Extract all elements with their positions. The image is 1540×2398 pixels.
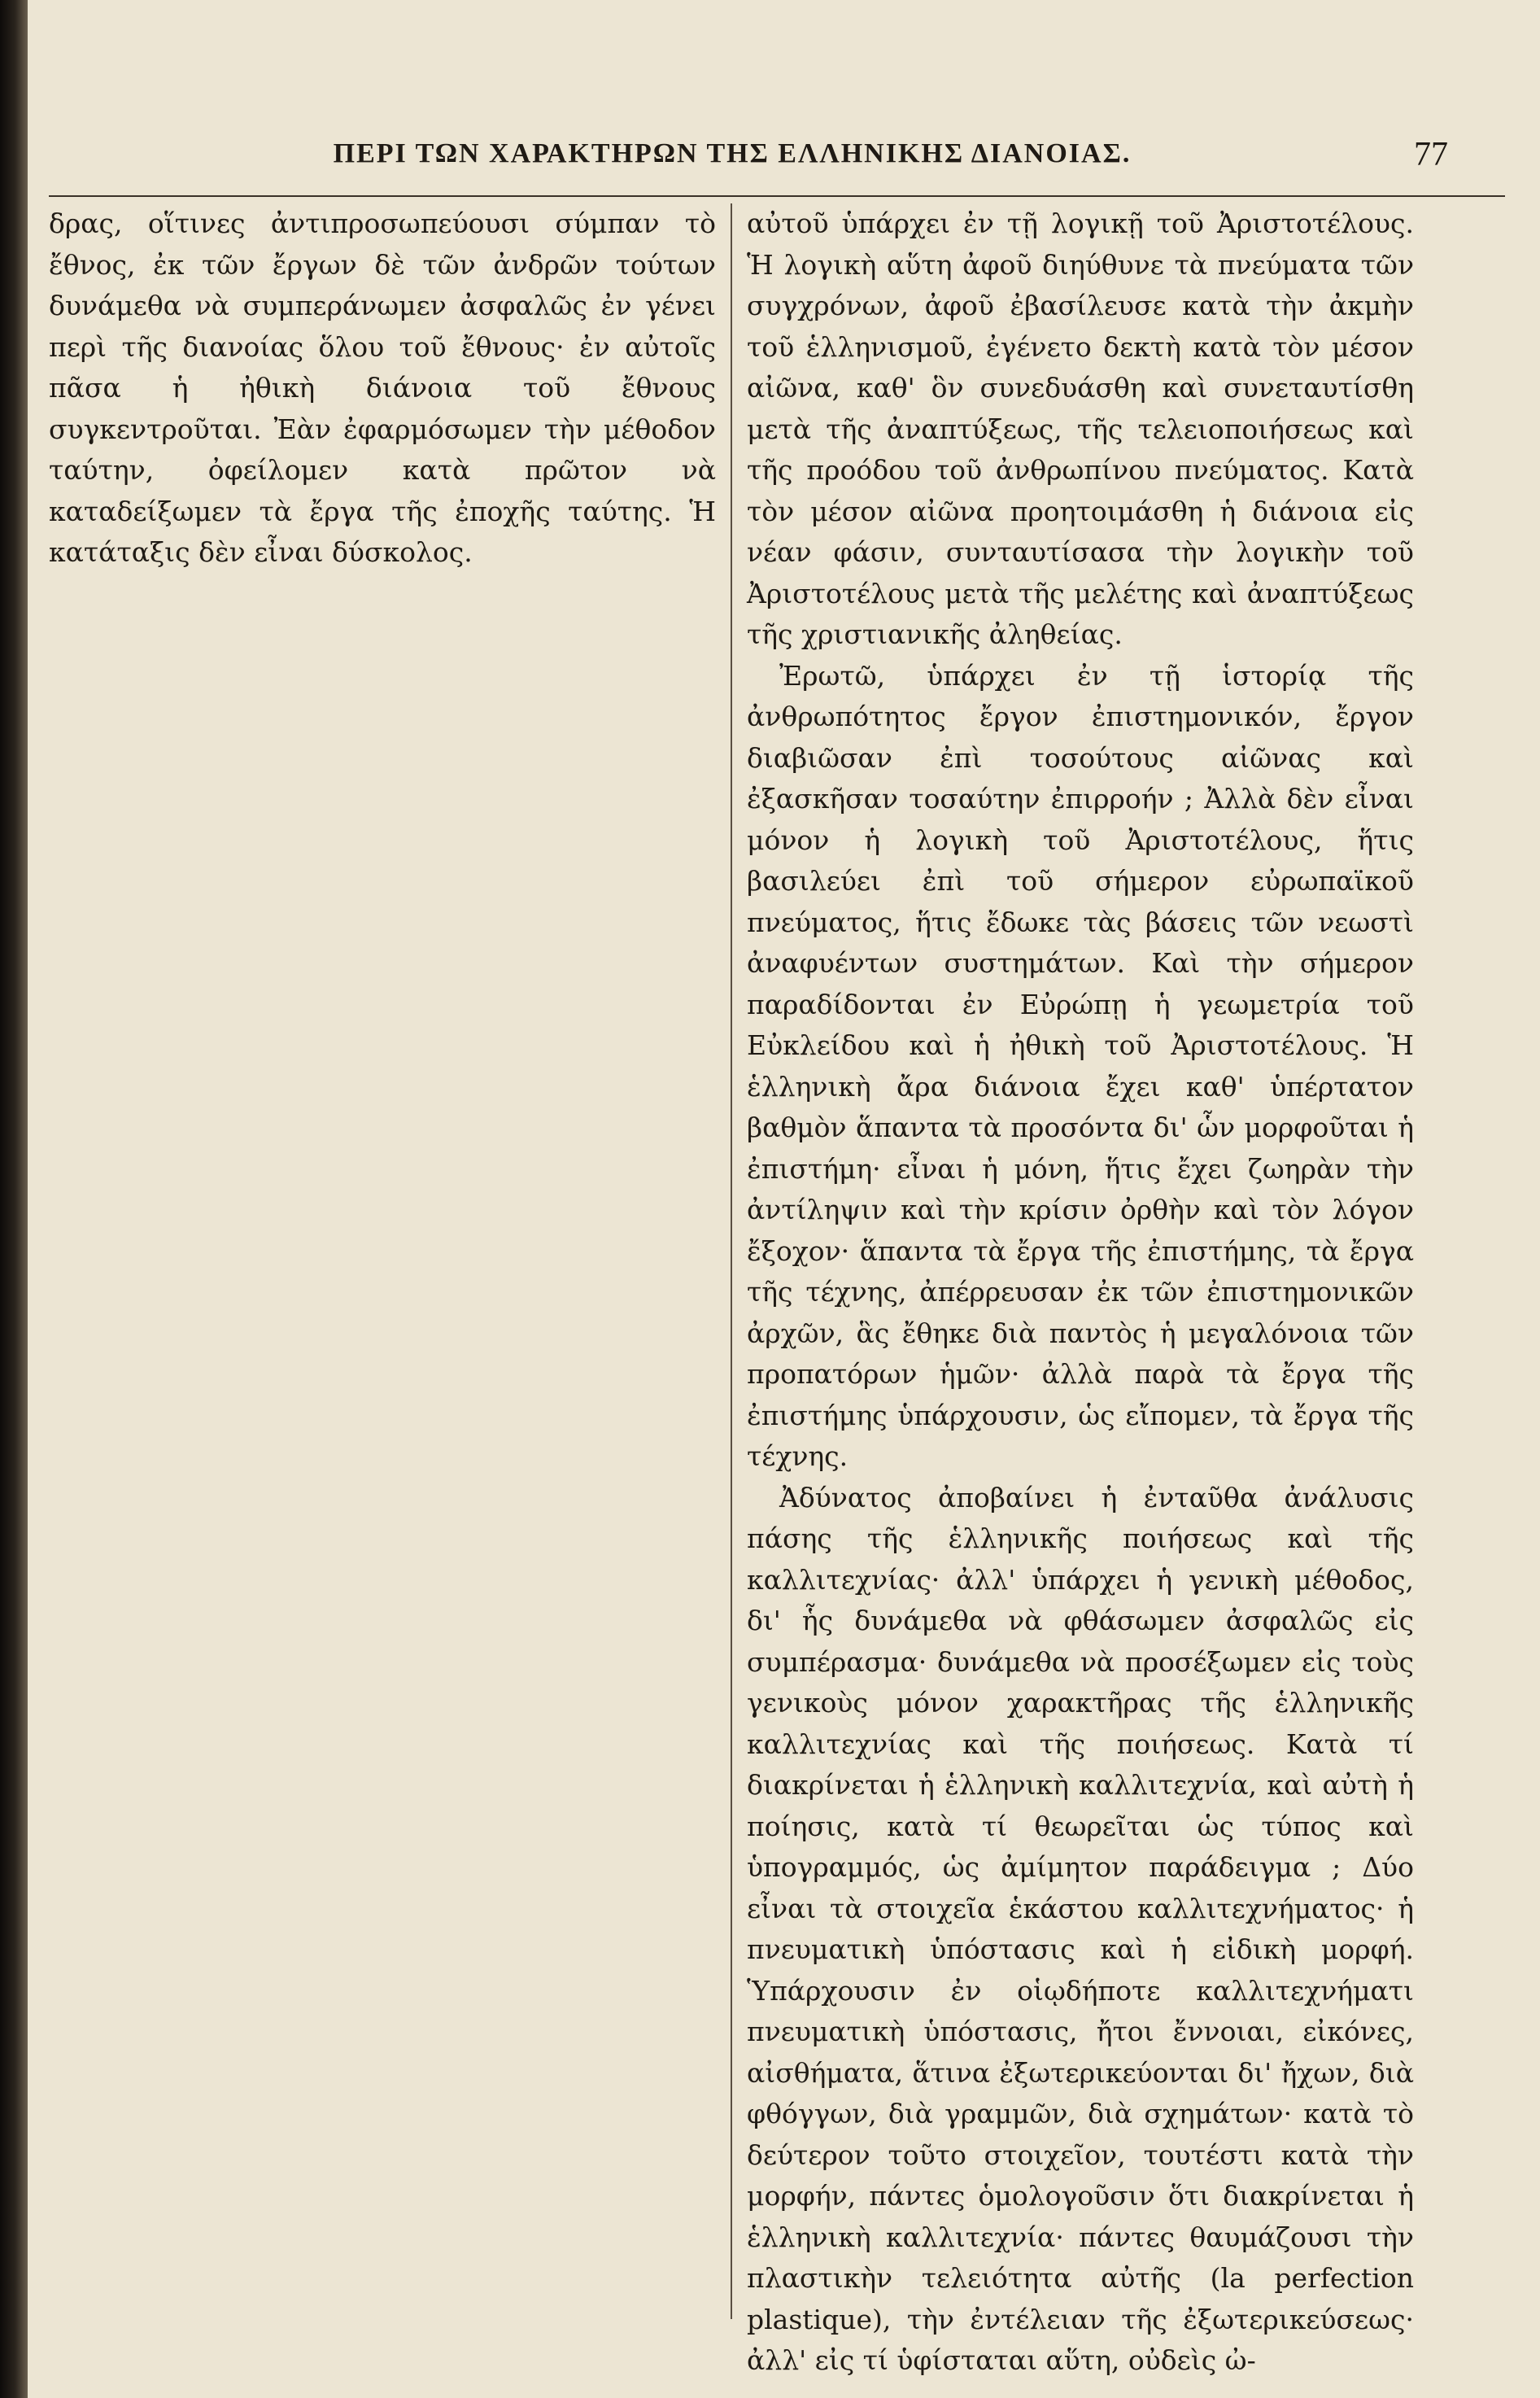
book-spine-shadow [0, 0, 28, 2398]
left-paragraph-1: δρας, οἵτινες ἀντιπροσωπεύουσι σύμπαν τὸ ἔθνος, ἐκ τῶν ἔργων δὲ τῶν ἀνδρῶν τούτων δυνάμεθα νὰ συμπεράνωμεν ἀσφαλῶς ἐν γένει περὶ τῆς διανοίας ὅλου τοῦ ἔθνους· ἐν αὐτοῖς πᾶσα ἡ ἠθικὴ διάνοια τοῦ ἔθνους συγκεντροῦται. Ἐὰν ἐφαρμόσωμεν τὴν μέθοδον ταύτην, ὀφείλομεν κατὰ πρῶτον νὰ καταδείξωμεν τὰ ἔργα τῆς ἐποχῆς ταύτης. Ἡ κατάταξις δὲν εἶναι δύσκολος. [49, 207, 716, 568]
running-title: ΠΕΡΙ ΤΩΝ ΧΑΡΑΚΤΗΡΩΝ ΤΗΣ ΕΛΛΗΝΙΚΗΣ ΔΙΑΝΟΙΑΣ. [333, 138, 1132, 168]
left-column [49, 203, 716, 2352]
right-paragraph-3: Ἀδύνατος ἀποβαίνει ἡ ἐνταῦθα ἀνάλυσις πάσης τῆς ἑλληνικῆς ποιήσεως καὶ τῆς καλλιτεχνίας· ἀλλ' ὑπάρχει ἡ γενικὴ μέθοδος, δι' ἧς δυνάμεθα νὰ φθάσωμεν ἀσφαλῶς εἰς συμπέρασμα· δυνάμεθα νὰ προσέξωμεν εἰς τοὺς γενικοὺς μόνον χαρακτῆρας τῆς ἑλληνικῆς καλλιτεχνίας καὶ τῆς ποιήσεως. Κατὰ τί διακρίνεται ἡ ἑλληνικὴ καλλιτεχνία, καὶ αὐτὴ ἡ ποίησις, κατὰ τί θεωρεῖται ὡς τύπος καὶ ὑπογραμμός, ὡς ἀμίμητον παράδειγμα ; Δύο εἶναι τὰ στοιχεῖα ἑκάστου καλλιτεχνήματος· ἡ πνευματικὴ ὑπόστασις καὶ ἡ εἰδικὴ μορφή. Ὑπάρχουσιν ἐν οἱῳδήποτε καλλιτεχνήματι πνευματικὴ ὑπόστασις, ἤτοι ἔννοιαι, εἰκόνες, αἰσθήματα, ἅτινα ἐξωτερικεύονται δι' ἤχων, διὰ φθόγγων, διὰ γραμμῶν, διὰ σχημάτων· κατὰ τὸ δεύτερον τοῦτο στοιχεῖον, τουτέστι κατὰ τὴν μορφήν, πάντες ὁμολογοῦσιν ὅτι διακρίνεται ἡ ἑλληνικὴ καλλιτεχνία· πάντες θαυμάζουσι τὴν πλαστικὴν τελειότητα αὐτῆς (la perfection plastique), τὴν ἐντέλειαν τῆς ἐξωτερικεύσεως· ἀλλ' εἰς τί ὑφίσταται αὕτη, οὐδεὶς ὠ- [747, 1481, 1414, 2376]
right-paragraph-1: αὐτοῦ ὑπάρχει ἐν τῇ λογικῇ τοῦ Ἀριστοτέλους. Ἡ λογικὴ αὕτη ἀφοῦ διηύθυνε τὰ πνεύματα τῶν συγχρόνων, ἀφοῦ ἐβασίλευσε κατὰ τὴν ἀκμὴν τοῦ ἑλληνισμοῦ, ἐγένετο δεκτὴ κατὰ τὸν μέσον αἰῶνα, καθ' ὃν συνεδυάσθη καὶ συνεταυτίσθη μετὰ τῆς ἀναπτύξεως, τῆς τελειοποιήσεως καὶ τῆς προόδου τοῦ ἀνθρωπίνου πνεύματος. Κατὰ τὸν μέσον αἰῶνα προητοιμάσθη ἡ διάνοια εἰς νέαν φάσιν, συνταυτίσασα τὴν λογικὴν τοῦ Ἀριστοτέλους μετὰ τῆς μελέτης καὶ ἀναπτύξεως τῆς χριστιανικῆς ἀληθείας. [747, 207, 1414, 650]
page-header [49, 138, 1505, 195]
right-paragraph-2: Ἐρωτῶ, ὑπάρχει ἐν τῇ ἱστορίᾳ τῆς ἀνθρωπότητος ἔργον ἐπιστημονικόν, ἔργον διαβιῶσαν ἐπὶ τοσούτους αἰῶνας καὶ ἐξασκῆσαν τοσαύτην ἐπιρροήν ; Ἀλλὰ δὲν εἶναι μόνον ἡ λογικὴ τοῦ Ἀριστοτέλους, ἥτις βασιλεύει ἐπὶ τοῦ σήμερον εὐρωπαϊκοῦ πνεύματος, ἥτις ἔδωκε τὰς βάσεις τῶν νεωστὶ ἀναφυέντων συστημάτων. Καὶ τὴν σήμερον παραδίδονται ἐν Εὐρώπῃ ἡ γεωμετρία τοῦ Εὐκλείδου καὶ ἡ ἠθικὴ τοῦ Ἀριστοτέλους. Ἡ ἑλληνικὴ ἄρα διάνοια ἔχει καθ' ὑπέρτατον βαθμὸν ἅπαντα τὰ προσόντα δι' ὧν μορφοῦται ἡ ἐπιστήμη· εἶναι ἡ μόνη, ἥτις ἔχει ζωηρὰν τὴν ἀντίληψιν καὶ τὴν κρίσιν ὀρθὴν καὶ τὸν λόγον ἔξοχον· ἅπαντα τὰ ἔργα τῆς ἐπιστήμης, τὰ ἔργα τῆς τέχνης, ἀπέρρευσαν ἐκ τῶν ἐπιστημονικῶν ἀρχῶν, ἃς ἔθηκε διὰ παντὸς ἡ μεγαλόνοια τῶν προπατόρων ἡμῶν· ἀλλὰ παρὰ τὰ ἔργα τῆς ἐπιστήμης ὑπάρχουσιν, ὡς εἴπομεν, τὰ ἔργα τῆς τέχνης. [747, 659, 1414, 1472]
header-rule [49, 195, 1505, 197]
book-page [49, 122, 1505, 2376]
page-number: 77 [1414, 136, 1448, 173]
right-column [747, 203, 1414, 2376]
column-divider [731, 203, 732, 2319]
